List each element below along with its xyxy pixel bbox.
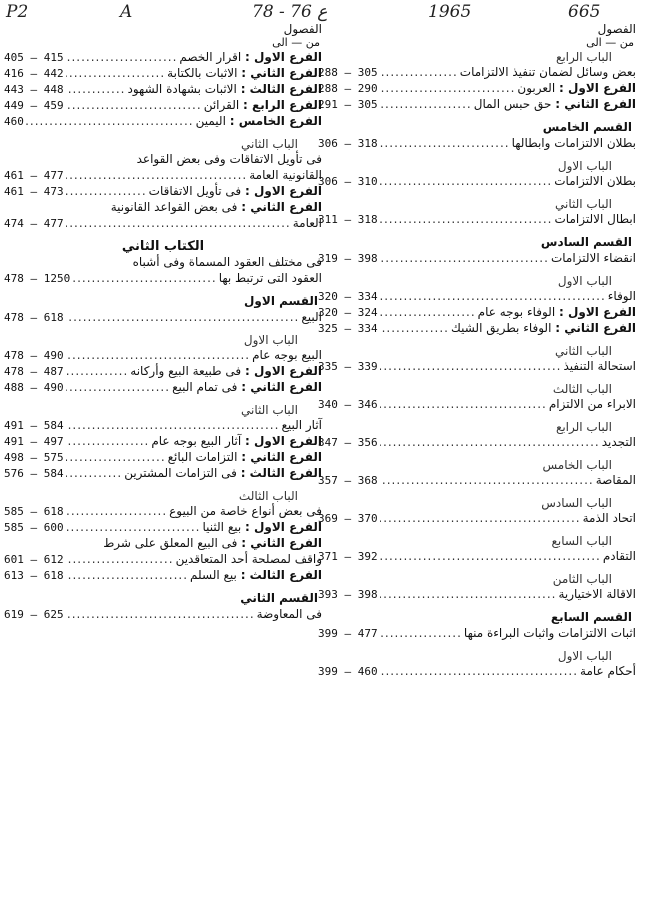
entry-text	[549, 398, 636, 410]
page-range: 443 — 448	[4, 83, 64, 96]
dot-leader	[380, 627, 462, 639]
page-range: 478 — 1250	[4, 272, 71, 285]
dot-leader	[66, 467, 123, 479]
entry-title: البيع بوجه عام	[252, 348, 322, 362]
entry-title: آثار البيع بوجه عام	[151, 434, 242, 448]
chapter-title: الباب الثامن	[552, 572, 612, 586]
page-range: 478 — 618	[4, 311, 64, 324]
dot-leader	[66, 505, 168, 517]
dot-leader	[26, 115, 194, 127]
toc-entries	[318, 51, 636, 681]
page-range: 491 — 497	[4, 435, 64, 448]
dot-leader	[66, 311, 300, 323]
entry-title: اتحاد الذمة	[582, 511, 636, 525]
entry-label: الفرع الثالث :	[240, 82, 322, 96]
chapter-title: الباب الثالث	[552, 382, 612, 396]
entry-text	[464, 627, 636, 639]
dot-leader	[380, 398, 547, 410]
section-heading: القسم الاول	[244, 294, 318, 308]
toc-entry	[4, 419, 322, 435]
toc-entry	[4, 467, 322, 483]
entry-title: حق حبس المال	[473, 97, 552, 111]
chapter-title: الباب الرابع	[555, 50, 612, 64]
entry-text	[301, 311, 322, 323]
entry-text	[596, 474, 636, 486]
page-range: 325 — 334	[318, 322, 378, 335]
entry-label: الفرع الثاني :	[241, 200, 322, 214]
dot-leader	[66, 451, 166, 463]
entry-text	[583, 512, 636, 524]
dot-leader	[380, 322, 449, 334]
entry-text	[103, 537, 322, 549]
entry-text	[219, 272, 322, 284]
page-range: 478 — 487	[4, 365, 64, 378]
toc-entry	[4, 99, 322, 115]
entry-title: اثبات الالتزامات واثبات البراءة منها	[463, 626, 636, 640]
entry-title: الاقالة الاختيارية	[558, 587, 636, 601]
entry-text	[179, 51, 322, 63]
entry-title: فى البيع المعلق على شرط	[103, 536, 238, 550]
page-range: 488 — 490	[4, 381, 64, 394]
chapter-title: الباب الثاني	[241, 403, 298, 417]
toc-entries	[4, 51, 322, 624]
toc-entry	[4, 381, 322, 397]
dot-leader	[380, 665, 578, 677]
toc-entry	[318, 98, 636, 114]
entry-title: فى تأويل الاتفاقات	[148, 184, 242, 198]
toc-entry	[4, 115, 322, 131]
entry-text	[478, 306, 636, 318]
page-range: 491 — 584	[4, 419, 64, 432]
entry-text	[168, 451, 322, 463]
toc-entry	[318, 213, 636, 229]
dot-leader	[66, 553, 174, 565]
entry-title: الوفاء	[607, 289, 636, 303]
entry-title: العامة	[292, 216, 322, 230]
entry-text	[602, 436, 636, 448]
toc-entry	[318, 436, 636, 452]
entry-text	[603, 550, 636, 562]
entry-text	[608, 290, 636, 302]
book-heading: الكتاب الثاني	[121, 239, 205, 254]
chapter-title: الباب الاول	[557, 649, 612, 663]
toc-entry	[4, 451, 322, 467]
entry-title: استحالة التنفيذ	[563, 359, 636, 373]
entry-text	[293, 217, 322, 229]
entry-title: اليمين	[195, 114, 226, 128]
entry-text	[172, 381, 322, 393]
page-range: 613 — 618	[4, 569, 64, 582]
toc-entry	[4, 201, 322, 217]
entry-title: العربون	[517, 81, 556, 95]
page-range: 416 — 442	[4, 67, 64, 80]
toc-entry	[318, 512, 636, 528]
dot-leader	[66, 521, 201, 533]
entry-text	[111, 201, 322, 213]
page-range: 340 — 346	[318, 398, 378, 411]
toc-entry	[4, 185, 322, 201]
dot-leader	[380, 360, 562, 372]
dot-leader	[380, 82, 516, 94]
dot-leader	[66, 169, 248, 181]
entry-title: المقاصة	[595, 473, 636, 487]
page-range: 306 — 318	[318, 137, 378, 150]
toc-entry	[4, 537, 322, 553]
page-range: 320 — 334	[318, 290, 378, 303]
entry-title: فى التزامات المشترين	[124, 466, 237, 480]
entry-text	[176, 553, 322, 565]
entry-text	[124, 467, 322, 479]
range-label: من — الى	[272, 36, 320, 49]
dot-leader	[66, 365, 129, 377]
toc-entry	[4, 272, 322, 288]
page-range: 585 — 618	[4, 505, 64, 518]
toc-entry	[318, 252, 636, 268]
page-range: 474 — 477	[4, 217, 64, 230]
entry-text	[257, 608, 322, 620]
dot-leader	[380, 306, 476, 318]
toc-entry	[318, 665, 636, 681]
dot-leader	[66, 435, 150, 447]
entry-title: واقف لمصلحة أحد المتعاقدين	[175, 552, 322, 566]
section-heading: القسم الثاني	[240, 591, 318, 605]
toc-left-column	[4, 22, 322, 624]
entry-text	[451, 322, 636, 334]
dot-leader	[66, 67, 166, 79]
toc-entry	[4, 435, 322, 451]
page-range: 371 — 392	[318, 550, 378, 563]
dot-leader	[380, 137, 510, 149]
toc-entry	[4, 553, 322, 569]
entry-text	[190, 569, 322, 581]
page-range: 319 — 398	[318, 252, 378, 265]
entry-title: الوفاء بطريق الشيك	[450, 321, 552, 335]
entry-text	[203, 521, 323, 533]
toc-entry	[318, 306, 636, 322]
page-range: 357 — 368	[318, 474, 378, 487]
handwritten-note-3: 78 - 76 ع	[252, 2, 328, 22]
entry-label: الفرع الاول :	[245, 364, 322, 378]
page-range: 320 — 324	[318, 306, 378, 319]
toc-right-column	[318, 22, 636, 681]
handwritten-year: 1965	[428, 2, 472, 22]
toc-entry	[4, 169, 322, 185]
chapter-title: الباب الخامس	[542, 458, 612, 472]
toc-entry	[4, 349, 322, 365]
entry-title: فى المعاوضة	[256, 607, 322, 621]
entry-text	[281, 419, 322, 431]
toc-entry	[318, 398, 636, 414]
dot-leader	[66, 608, 255, 620]
entry-label: الفرع الثاني :	[241, 66, 322, 80]
dot-leader	[380, 98, 472, 110]
entry-text	[474, 98, 636, 110]
chapter-title: الباب الثاني	[555, 197, 612, 211]
entry-label: الفرع الثاني :	[241, 380, 322, 394]
entry-label: الفرع الثاني :	[555, 321, 636, 335]
entry-label: الفرع الخامس :	[229, 114, 322, 128]
page-range: 601 — 612	[4, 553, 64, 566]
entry-title: بيع السلم	[190, 568, 237, 582]
toc-entry	[4, 83, 322, 99]
entry-text	[460, 66, 636, 78]
entry-title: الاثبات بشهادة الشهود	[127, 82, 237, 96]
entry-text	[204, 99, 322, 111]
dot-leader	[66, 217, 291, 229]
entry-title: بيع الثنيا	[202, 520, 242, 534]
page-range: 347 — 356	[318, 436, 378, 449]
toc-entry	[4, 217, 322, 233]
toc-entry	[318, 137, 636, 153]
entry-text	[554, 175, 636, 187]
toc-entry	[4, 311, 322, 327]
entry-title: آثار البيع	[281, 418, 322, 432]
entry-label: الفرع الاول :	[245, 184, 322, 198]
chapter-title: الباب الثاني	[241, 137, 298, 151]
chapter-title: الباب الاول	[557, 159, 612, 173]
page-range: 460	[4, 115, 24, 128]
entry-title: بعض وسائل لضمان تنفيذ الالتزامات	[459, 65, 636, 79]
entry-text	[249, 169, 322, 181]
entry-text	[252, 349, 322, 361]
toc-entry	[318, 175, 636, 191]
toc-entry	[318, 290, 636, 306]
chapter-title: الباب الثالث	[238, 489, 298, 503]
page-range: 288 — 305	[318, 66, 378, 79]
entry-title: البيع	[301, 310, 322, 324]
dot-leader	[66, 569, 188, 581]
page-range: 311 — 318	[318, 213, 378, 226]
dot-leader	[380, 588, 557, 600]
entry-title: اقرار الخصم	[179, 50, 242, 64]
toc-entry	[318, 474, 636, 490]
page-range: 461 — 477	[4, 169, 64, 182]
entry-text	[149, 185, 322, 197]
entry-text	[167, 67, 322, 79]
dot-leader	[380, 66, 458, 78]
entry-title: التجديد	[601, 435, 636, 449]
entry-label: الفرع الاول :	[245, 50, 322, 64]
dot-leader	[66, 99, 202, 111]
entry-title: فى طبيعة البيع وأركانه	[130, 364, 242, 378]
page-range: 576 — 584	[4, 467, 64, 480]
range-label: من — الى	[586, 36, 634, 49]
dot-leader	[380, 512, 581, 524]
page-range: 306 — 310	[318, 175, 378, 188]
entry-title: القانونية العامة	[249, 168, 322, 182]
dot-leader	[380, 550, 601, 562]
chapter-title: الباب الثاني	[555, 344, 612, 358]
entry-title: التزامات البائع	[167, 450, 238, 464]
entry-title: فى بعض أنواع خاصة من البيوع	[169, 504, 322, 518]
entry-label: الفرع الاول :	[559, 81, 636, 95]
handwritten-note-2: A	[120, 2, 133, 22]
entry-title: ابطال الالتزامات	[554, 212, 636, 226]
entry-title: بطلان الالتزامات وابطالها	[511, 136, 636, 150]
dot-leader	[380, 213, 553, 225]
section-heading: القسم الخامس	[542, 120, 632, 134]
dot-leader	[380, 252, 549, 264]
toc-entry	[318, 360, 636, 376]
toc-entry	[4, 505, 322, 521]
toc-text-line: فى مختلف العقود المسماة وفى أشباه	[132, 255, 322, 269]
entry-label: الفرع الثاني :	[241, 536, 322, 550]
toc-entry	[4, 365, 322, 381]
dot-leader	[66, 381, 170, 393]
toc-entry	[318, 66, 636, 82]
toc-entry	[4, 51, 322, 67]
column-header: الفصول	[283, 22, 322, 36]
dot-leader	[380, 175, 553, 187]
entry-title: فى بعض القواعد القانونية	[110, 200, 238, 214]
page-range: 288 — 290	[318, 82, 378, 95]
section-heading: القسم السابع	[550, 610, 632, 624]
dot-leader	[66, 51, 178, 63]
toc-entry	[318, 550, 636, 566]
page-range: 335 — 339	[318, 360, 378, 373]
entry-title: الابراء من الالتزام	[548, 397, 636, 411]
entry-text	[580, 665, 636, 677]
dot-leader	[66, 419, 280, 431]
page-range: 461 — 473	[4, 185, 64, 198]
chapter-title: الباب الاول	[557, 274, 612, 288]
entry-text	[517, 82, 636, 94]
entry-text	[151, 435, 322, 447]
entry-label: الفرع الثاني :	[241, 450, 322, 464]
entry-text	[555, 213, 637, 225]
entry-title: القرائن	[203, 98, 240, 112]
entry-text	[512, 137, 636, 149]
dot-leader	[380, 290, 606, 302]
entry-title: التقادم	[602, 549, 636, 563]
page-range: 291 — 305	[318, 98, 378, 111]
toc-entry	[4, 67, 322, 83]
chapter-title: الباب الاول	[243, 333, 298, 347]
handwritten-note-1: P2	[6, 2, 29, 22]
entry-title: الاثبات بالكتابة	[167, 66, 238, 80]
page-range: 369 — 370	[318, 512, 378, 525]
entry-label: الفرع الاول :	[559, 305, 636, 319]
entry-text	[196, 115, 322, 127]
entry-label: الفرع الثالث :	[240, 568, 322, 582]
toc-entry	[318, 322, 636, 338]
dot-leader	[66, 349, 251, 361]
entry-text	[551, 252, 636, 264]
dot-leader	[380, 436, 600, 448]
chapter-title: الباب السادس	[541, 496, 612, 510]
toc-entry	[4, 521, 322, 537]
entry-label: الفرع الرابع :	[243, 98, 322, 112]
dot-leader	[66, 185, 147, 197]
page-range: 399 — 460	[318, 665, 378, 678]
toc-entry	[318, 627, 636, 643]
page-range: 619 — 625	[4, 608, 64, 621]
toc-entry	[318, 588, 636, 604]
handwritten-page-number: 665	[568, 2, 601, 22]
page-range: 449 — 459	[4, 99, 64, 112]
dot-leader	[66, 83, 126, 95]
entry-text	[558, 588, 636, 600]
column-header: الفصول	[597, 22, 636, 36]
page-range: 393 — 398	[318, 588, 378, 601]
entry-title: الوفاء بوجه عام	[477, 305, 556, 319]
entry-label: الفرع الثاني :	[555, 97, 636, 111]
entry-label: الفرع الثالث :	[240, 466, 322, 480]
entry-label: الفرع الاول :	[245, 520, 322, 534]
page-range: 585 — 600	[4, 521, 64, 534]
chapter-title: الباب الرابع	[555, 420, 612, 434]
section-heading: القسم السادس	[540, 235, 632, 249]
dot-leader	[380, 474, 594, 486]
page-range: 478 — 490	[4, 349, 64, 362]
toc-entry	[318, 82, 636, 98]
entry-text	[130, 365, 322, 377]
entry-text	[128, 83, 323, 95]
toc-entry	[4, 569, 322, 585]
entry-text	[563, 360, 636, 372]
entry-title: فى تمام البيع	[172, 380, 238, 394]
dot-leader	[72, 272, 216, 284]
entry-title: بطلان الالتزامات	[554, 174, 636, 188]
page-range: 399 — 477	[318, 627, 378, 640]
entry-title: العقود التى ترتبط بها	[218, 271, 322, 285]
chapter-title: الباب السابع	[551, 534, 612, 548]
entry-label: الفرع الاول :	[245, 434, 322, 448]
toc-entry	[4, 608, 322, 624]
entry-title: انقضاء الالتزامات	[550, 251, 636, 265]
toc-text-line: فى تأويل الاتفاقات وفى بعض القواعد	[136, 152, 322, 166]
entry-text	[169, 505, 322, 517]
entry-title: أحكام عامة	[580, 664, 636, 678]
page-range: 498 — 575	[4, 451, 64, 464]
page-range: 405 — 415	[4, 51, 64, 64]
